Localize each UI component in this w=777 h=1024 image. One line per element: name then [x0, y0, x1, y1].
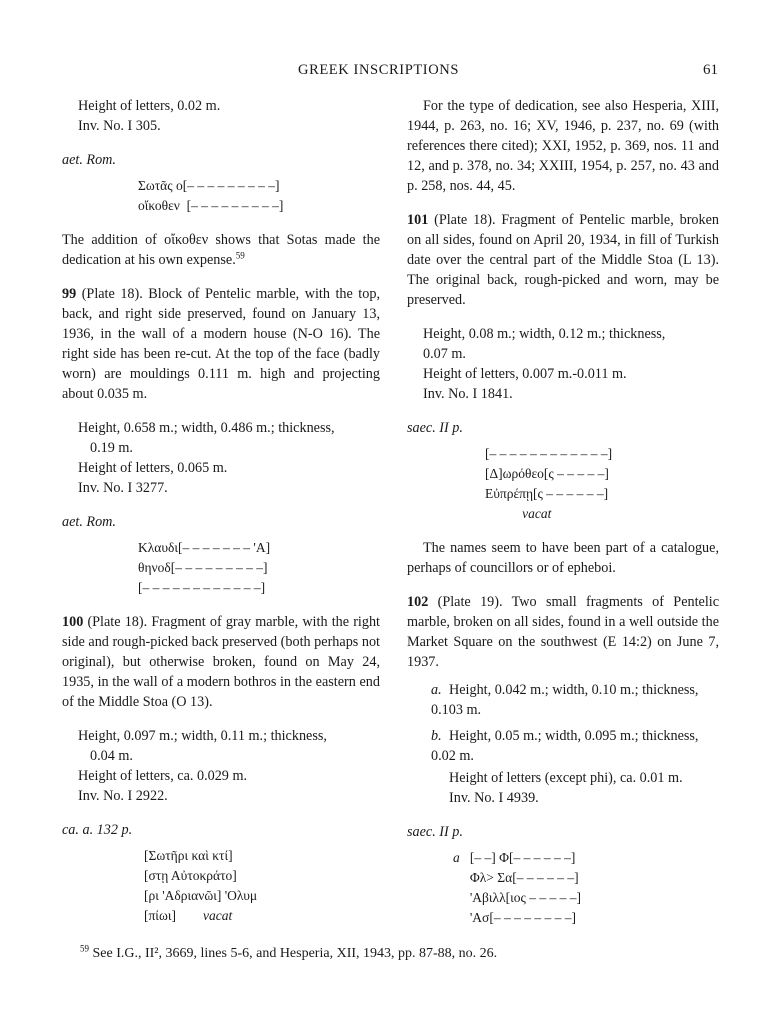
running-header: [0, 60, 777, 82]
meta-line: Inv. No. I 2922.: [78, 788, 168, 804]
fragment-label: a.: [431, 682, 442, 698]
inscription-text: [407, 848, 719, 928]
meta-line: Height, 0.097 m.; width, 0.11 m.; thickness,: [78, 728, 327, 744]
date-label: aet. Rom.: [62, 514, 116, 530]
meta-line: Height of letters, 0.02 m.: [78, 98, 221, 114]
inscr-line: Σωτᾶς ο[– – – – – – – – –]: [138, 178, 280, 193]
running-title: GREEK INSCRIPTIONS: [298, 62, 460, 78]
inscr-line: θηνοδ[– – – – – – – – –]: [138, 560, 268, 575]
inscription-text: [407, 444, 719, 524]
inscr-line: [ρι 'Αδριανῶι] 'Ολυμ: [144, 888, 258, 903]
fragment-dimensions: Height, 0.042 m.; width, 0.10 m.; thickness, 0.103 m.: [431, 682, 699, 718]
entry-100-meta: [62, 726, 380, 806]
meta-line: Height of letters, 0.007 m.-0.011 m.: [423, 366, 627, 382]
meta-line: 0.04 m.: [90, 748, 133, 764]
entry-number: 102: [407, 594, 429, 610]
left-column: [62, 96, 380, 940]
entry-102: [407, 592, 719, 672]
commentary: The names seem to have been part of a catalogue, perhaps of councillors or of epheboi.: [407, 540, 719, 576]
vacat-label: vacat: [202, 908, 233, 923]
inscr-line: Εὐπρέπῃ[ς – – – – – –]: [485, 486, 609, 501]
meta-line: Height of letters, ca. 0.029 m.: [78, 768, 248, 784]
inscription-text: [62, 846, 380, 926]
top-meta: [62, 96, 380, 136]
fragment-a: [407, 680, 719, 720]
entry-number: 100: [62, 614, 84, 630]
entry-99-meta: [62, 418, 380, 498]
meta-line: 0.19 m.: [90, 440, 133, 456]
vacat-label: vacat: [522, 506, 552, 521]
entry-number: 99: [62, 286, 77, 302]
entry-description: (Plate 18). Block of Pentelic marble, with the top, back, and right side preserved, found on January 13, 1936, in the wall of a modern house (N-O 16). The right side has been re-cut. At the top of the face (badly worn) are mouldings 0.111 m. high and projecting about 0.035 m.: [62, 286, 380, 402]
reference-paragraph: For the type of dedication, see also Hesperia, XIII, 1944, p. 263, no. 16; XV, 1946, p. 237, no. 69 (with references there cited); XXI, 1952, p. 369, nos. 11 and 12, and p. 378, no. 34; XXIII, 1954, p. 257, no. 43 and p. 258, nos. 44, 45.: [407, 98, 719, 194]
inscr-line: [στῃ Αὐτοκράτο]: [144, 868, 237, 883]
entry-100: [62, 612, 380, 712]
meta-line: Inv. No. I 4939.: [449, 790, 539, 806]
footnote-text: See I.G., II², 3669, lines 5-6, and Hesperia, XII, 1943, pp. 87-88, no. 26.: [89, 946, 498, 961]
date-label: saec. II p.: [407, 824, 463, 840]
entry-101: [407, 210, 719, 310]
fragment-label: b.: [431, 728, 442, 744]
meta-line: Height, 0.658 m.; width, 0.486 m.; thickness,: [78, 420, 335, 436]
inscr-line: [Δ]ωρόθεο[ς – – – – –]: [485, 466, 609, 481]
fragment-label: a: [453, 850, 460, 865]
meta-line: Height of letters (except phi), ca. 0.01 m.: [449, 770, 683, 786]
entry-number: 101: [407, 212, 429, 228]
inscr-line: οἴκοθεν [– – – – – – – – –]: [138, 198, 284, 213]
inscr-line: Φλ> Σα[– – – – – –]: [469, 870, 579, 885]
inscr-line: [– – – – – – – – – – – –]: [138, 580, 266, 595]
page-number: 61: [703, 62, 718, 78]
date-label: aet. Rom.: [62, 152, 116, 168]
inscr-line: [πίωι]: [144, 908, 176, 923]
footnote-mark: 59: [80, 943, 89, 954]
meta-line: Inv. No. I 1841.: [423, 386, 513, 402]
commentary: [62, 230, 380, 270]
entry-description: (Plate 18). Fragment of gray marble, with the right side and rough-picked back preserved (both perhaps not original), but otherwise broken, found on May 24, 1935, in the wall of a modern bothros in the eastern end of the Middle Stoa (O 13).: [62, 614, 380, 710]
right-column: [407, 96, 719, 942]
inscription-text: [62, 538, 380, 598]
meta-line: Inv. No. I 305.: [78, 118, 161, 134]
entry-description: (Plate 18). Fragment of Pentelic marble, broken on all sides, found on April 20, 1934, in fill of Turkish date over the central part of the Middle Stoa (L 13). The original back, rough-picked and worn, may be preserved.: [407, 212, 719, 308]
inscr-line: 'Αβιλλ[ιος – – – – –]: [469, 890, 581, 905]
inscr-line: [– –] Φ[– – – – – –]: [469, 850, 576, 865]
commentary-text: The addition of οἴκοθεν shows that Sotas made the dedication at his own expense.: [62, 232, 380, 268]
entry-description: (Plate 19). Two small fragments of Pentelic marble, broken on all sides, found in a well outside the Market Square on the southwest (E 14:2) on June 7, 1937.: [407, 594, 719, 670]
inscr-line: Κλαυδι[– – – – – – – 'Α]: [138, 540, 271, 555]
entry-101-meta: [407, 324, 719, 404]
date-label: ca. a. 132 p.: [62, 822, 133, 838]
entry-99: [62, 284, 380, 404]
inscr-line: 'Ασ[– – – – – – – –]: [469, 910, 576, 925]
inscr-line: [– – – – – – – – – – – –]: [485, 446, 613, 461]
meta-line: Height of letters, 0.065 m.: [78, 460, 228, 476]
meta-line: Inv. No. I 3277.: [78, 480, 168, 496]
fragment-b: [407, 726, 719, 808]
fragment-dimensions: Height, 0.05 m.; width, 0.095 m.; thickness, 0.02 m.: [431, 728, 699, 764]
meta-line: Height, 0.08 m.; width, 0.12 m.; thickness,: [423, 326, 666, 342]
footnote-ref: 59: [235, 250, 245, 261]
inscription-text: [62, 176, 380, 216]
inscr-line: [Σωτῆρι καὶ κτί]: [144, 848, 233, 863]
date-label: saec. II p.: [407, 420, 463, 436]
meta-line: 0.07 m.: [423, 346, 466, 362]
footnote: [80, 943, 720, 962]
